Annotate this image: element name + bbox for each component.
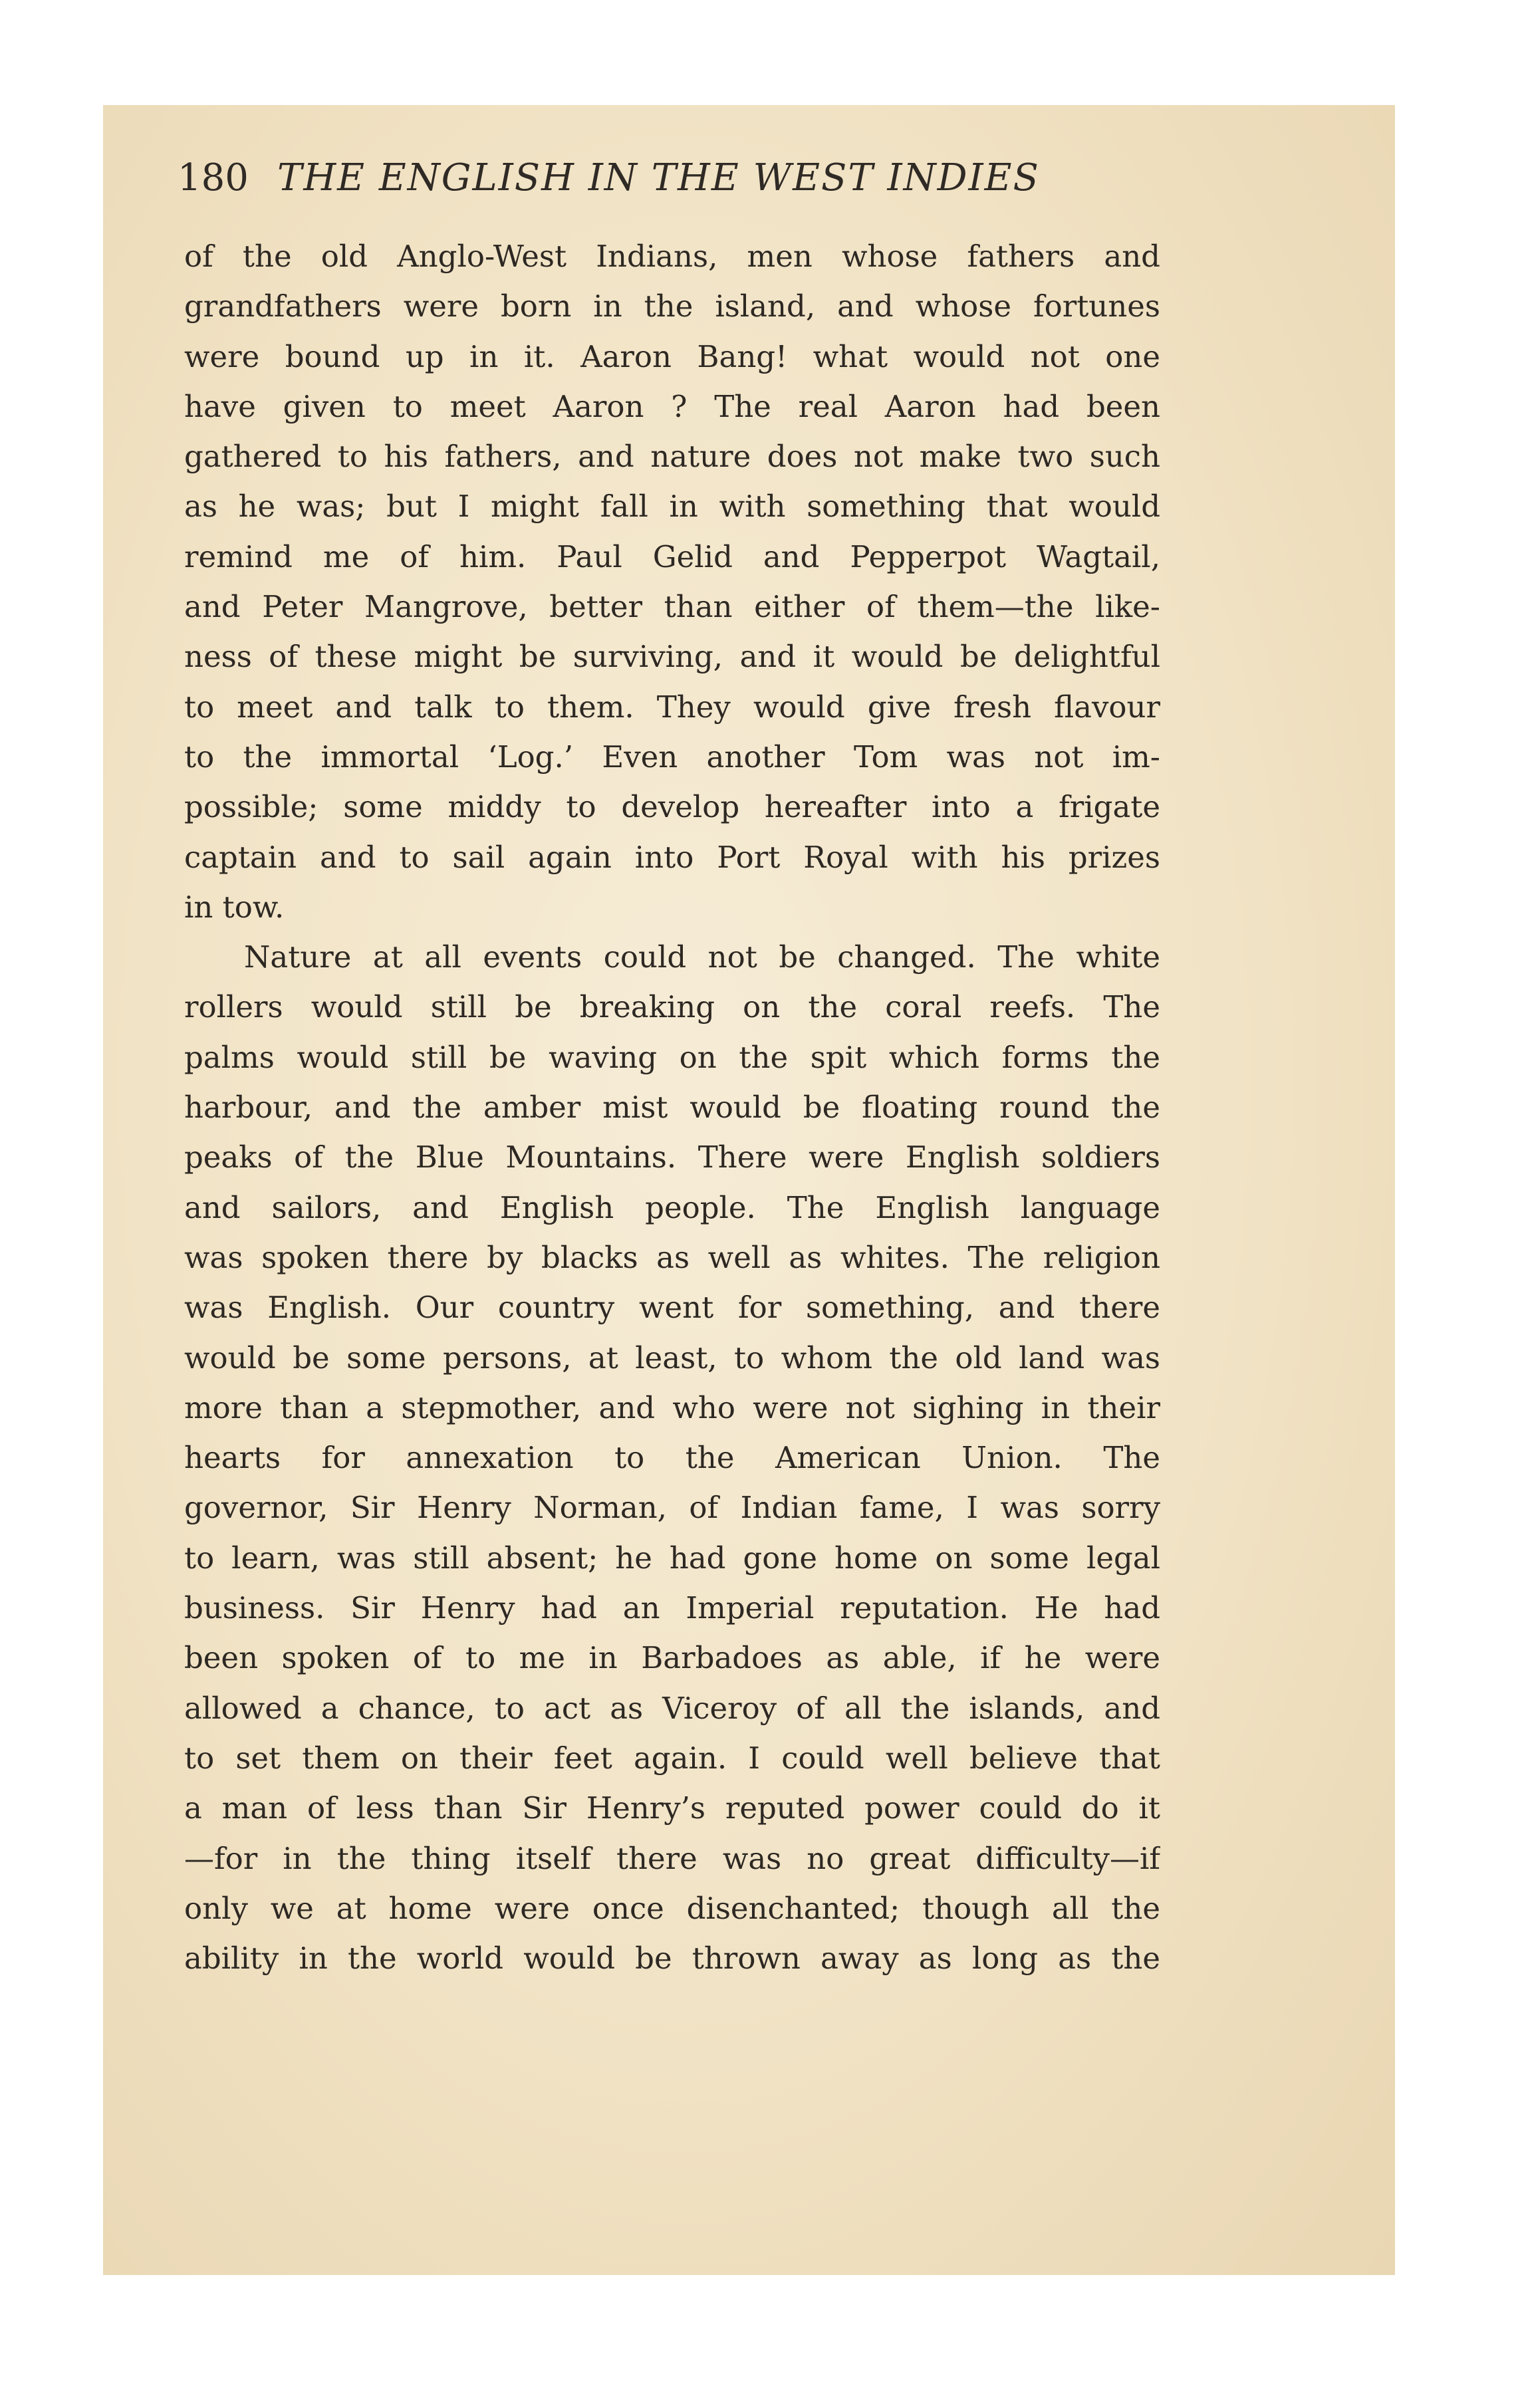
text-line: to learn, was still absent; he had gone home on some legal <box>184 1540 1160 1576</box>
text-line: peaks of the Blue Mountains. There were English soldiers <box>184 1140 1160 1175</box>
text-line: to set them on their feet again. I could well believe that <box>184 1740 1160 1776</box>
text-line: were bound up in it. Aaron Bang! what would not one <box>184 338 1160 374</box>
text-line: allowed a chance, to act as Viceroy of all the islands, and <box>184 1690 1160 1726</box>
text-line: remind me of him. Paul Gelid and Pepperpot Wagtail, <box>184 539 1160 574</box>
text-line: grandfathers were born in the island, and whose fortunes <box>184 289 1160 324</box>
text-line: to meet and talk to them. They would give fresh flavour <box>184 689 1160 725</box>
text-line: business. Sir Henry had an Imperial reputation. He had <box>184 1590 1160 1626</box>
text-line: ness of these might be surviving, and it would be delightful <box>184 639 1160 675</box>
text-line: gathered to his fathers, and nature does not make two such <box>184 439 1160 475</box>
text-line: rollers would still be breaking on the coral reefs. The <box>184 989 1160 1025</box>
text-line: to the immortal ‘Log.’ Even another Tom was not im- <box>184 739 1160 775</box>
text-line: Nature at all events could not be changed. The white <box>244 939 1160 975</box>
text-line: in tow. <box>184 889 285 925</box>
text-line: a man of less than Sir Henry’s reputed power could do it <box>184 1790 1160 1826</box>
text-line: have given to meet Aaron ? The real Aaron had been <box>184 388 1160 424</box>
text-line: ability in the world would be thrown away as long as the <box>184 1941 1160 1977</box>
page-number: 180 <box>178 156 249 199</box>
text-line: as he was; but I might fall in with something that would <box>184 489 1160 525</box>
page-header <box>178 156 1108 223</box>
text-line: harbour, and the amber mist would be floating round the <box>184 1090 1160 1126</box>
text-line: of the old Anglo-West Indians, men whose fathers and <box>184 239 1160 274</box>
text-line: governor, Sir Henry Norman, of Indian fame, I was sorry <box>184 1490 1160 1526</box>
text-line: more than a stepmother, and who were not sighing in their <box>184 1389 1160 1425</box>
text-line: only we at home were once disenchanted; though all the <box>184 1890 1160 1926</box>
text-line: possible; some middy to develop hereafter into a frigate <box>184 789 1160 825</box>
text-line: would be some persons, at least, to whom the old land was <box>184 1340 1160 1376</box>
text-line: and sailors, and English people. The English language <box>184 1189 1160 1225</box>
text-line: hearts for annexation to the American Union. The <box>184 1440 1160 1476</box>
text-line: and Peter Mangrove, better than either of them—the like- <box>184 589 1160 625</box>
text-line: was spoken there by blacks as well as whites. The religion <box>184 1239 1160 1275</box>
text-line: was English. Our country went for something, and there <box>184 1290 1160 1326</box>
text-line: palms would still be waving on the spit which forms the <box>184 1039 1160 1075</box>
text-line: —for in the thing itself there was no great difficulty—if <box>184 1840 1160 1876</box>
text-line: captain and to sail again into Port Royal with his prizes <box>184 839 1160 875</box>
running-title: THE ENGLISH IN THE WEST INDIES <box>277 156 1040 199</box>
body-text <box>184 231 1160 1983</box>
text-line: been spoken of to me in Barbadoes as able, if he were <box>184 1640 1160 1676</box>
